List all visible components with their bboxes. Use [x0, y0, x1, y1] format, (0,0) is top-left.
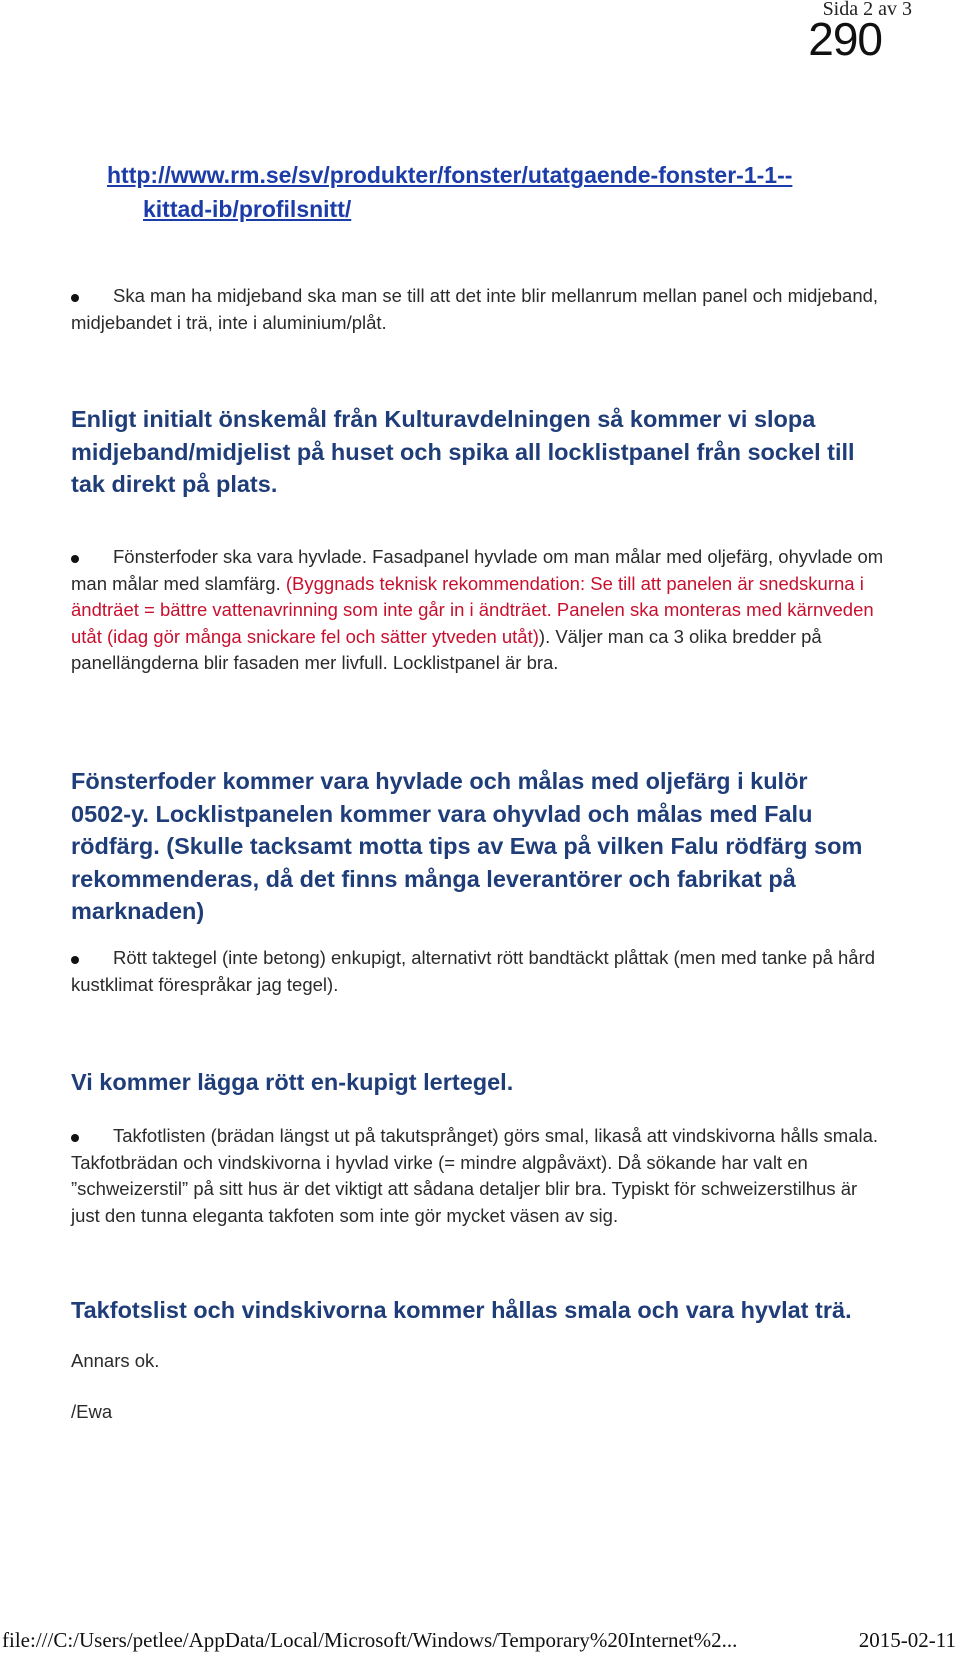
bullet-taktegel	[71, 945, 886, 998]
bullet-text-cont: ). Väljer man ca 3 olika bredder på panellängderna blir fasaden mer livfull. Locklistpanel är bra.	[71, 625, 822, 673]
print-date: 2015-02-11	[858, 1628, 956, 1652]
bullet-icon	[71, 956, 79, 964]
signature: /Ewa	[71, 1401, 113, 1422]
bullet-icon	[71, 1134, 79, 1142]
response-takfot: Takfotslist och vindskivorna kommer hållas smala och vara hyvlat trä.	[71, 1297, 852, 1323]
recommendation-note: (Byggnads teknisk rekommendation: Se till att panelen är snedskurna i ändträet = bättre vattenavrinning som inte går in i ändträet. Panelen ska monteras med kärnveden utåt (idag gör många snickare fel och sätter ytveden utåt)	[71, 572, 874, 647]
product-link-line2: kittad-ib/profilsnitt/	[143, 196, 352, 222]
document-number: 290	[808, 13, 882, 65]
bullet-midjeband	[71, 283, 886, 336]
bullet-icon	[71, 555, 79, 563]
bullet-text: Ska man ha midjeband ska man se till att det inte blir mellanrum mellan panel och midjeband, midjebandet i trä, inte i aluminium/plåt.	[71, 285, 879, 333]
file-path: file:///C:/Users/petlee/AppData/Local/Microsoft/Windows/Temporary%20Internet%2...	[2, 1628, 738, 1652]
page-of-label: Sida 2 av 3	[822, 0, 912, 20]
product-link[interactable]	[107, 158, 867, 226]
bullet-icon	[71, 294, 79, 302]
bullet-text: Takfotlisten (brädan längst ut på takutsprånget) görs smal, likaså att vindskivorna hålls smala. Takfotbrädan och vindskivorna i hyvlad virke (= mindre algpåväxt). Då sökande har valt en ”schweizerstil” på sitt hus är det viktigt att sådana detaljer blir bra. Typiskt för schweizerstilhus är just den tunna eleganta takfoten som inte gör mycket väsen av sig.	[71, 1125, 879, 1226]
response-taktegel: Vi kommer lägga rött en-kupigt lertegel.	[71, 1069, 514, 1095]
bullet-takfot	[71, 1123, 886, 1229]
bullet-fonsterfoder	[71, 544, 886, 677]
bullet-text: Rött taktegel (inte betong) enkupigt, alternativt rött bandtäckt plåttak (men med tanke på hård kustklimat förespråkar jag tegel).	[71, 947, 876, 995]
closing-text: Annars ok.	[71, 1350, 160, 1371]
bullet-text: Fönsterfoder ska vara hyvlade. Fasadpanel hyvlade om man målar med oljefärg, ohyvlade om man målar med slamfärg.	[71, 546, 884, 594]
product-link-line1: http://www.rm.se/sv/produkter/fonster/utatgaende-fonster-1-1--	[107, 162, 793, 188]
response-midjeband: Enligt initialt önskemål från Kulturavdelningen så kommer vi slopa midjeband/midjelist på huset och spika all locklistpanel från sockel till tak direkt på plats.	[71, 406, 855, 497]
response-fonsterfoder: Fönsterfoder kommer vara hyvlade och målas med oljefärg i kulör 0502-y. Locklistpanelen kommer vara ohyvlad och målas med Falu rödfärg. (Skulle tacksamt motta tips av Ewa på vilken Falu rödfärg som rekommenderas, då det finns många leverantörer och fabrikat på marknaden)	[71, 768, 863, 924]
